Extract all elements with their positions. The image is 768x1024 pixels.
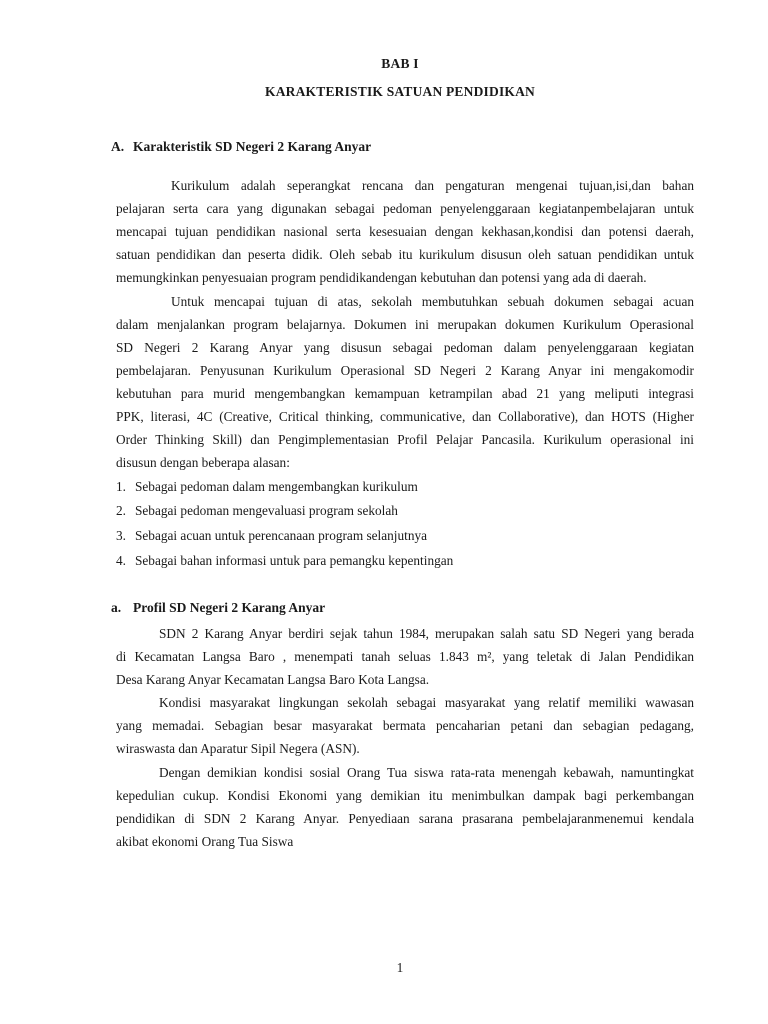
paragraph-line: wiraswasta dan Aparatur Sipil Negera (ASN). bbox=[116, 741, 360, 756]
section-a-title: Karakteristik SD Negeri 2 Karang Anyar bbox=[133, 139, 372, 154]
list-item: 3. Sebagai acuan untuk perencanaan program selanjutnya bbox=[116, 528, 428, 543]
paragraph-line: satuan pendidikan dan peserta didik. Oleh sebab itu kurikulum disusun oleh satuan pendidikan untuk bbox=[116, 247, 694, 262]
list-item: 2. Sebagai pedoman mengevaluasi program sekolah bbox=[116, 503, 398, 518]
paragraph-line: kebutuhan para murid mengembangkan kemampuan ketrampilan abad 21 yang meliputi integrasi bbox=[116, 386, 694, 401]
paragraph-line: Dengan demikian kondisi sosial Orang Tua siswa rata-rata menengah kebawah, namuntingkat bbox=[159, 765, 694, 780]
paragraph-line: kepedulian cukup. Kondisi Ekonomi yang demikian itu menimbulkan dampak bagi perkembangan bbox=[116, 788, 694, 803]
paragraph-line: disusun dengan beberapa alasan: bbox=[116, 455, 290, 470]
paragraph-line: pembelajaran. Penyusunan Kurikulum Operasional SD Negeri 2 Karang Anyar ini mengakomodir bbox=[116, 363, 694, 378]
section-b-marker: a. bbox=[111, 600, 122, 615]
paragraph-line: Untuk mencapai tujuan di atas, sekolah membutuhkan sebuah dokumen sebagai acuan bbox=[171, 294, 694, 309]
paragraph-line: pelajaran serta cara yang digunakan sebagai pedoman penyelenggaraan kegiatanpembelajaran untuk bbox=[116, 201, 694, 216]
section-b-title: Profil SD Negeri 2 Karang Anyar bbox=[133, 600, 326, 615]
paragraph-line: di Kecamatan Langsa Baro , menempati tanah seluas 1.843 m², yang teletak di Jalan Pendidikan bbox=[116, 649, 694, 664]
paragraph-line: PPK, literasi, 4C (Creative, Critical thinking, communicative, dan Collaborative), dan HOTS (Higher bbox=[116, 409, 694, 424]
paragraph-line: Kurikulum adalah seperangkat rencana dan pengaturan mengenai tujuan,isi,dan bahan bbox=[171, 178, 694, 193]
chapter-title: KARAKTERISTIK SATUAN PENDIDIKAN bbox=[265, 84, 535, 99]
section-a-marker: A. bbox=[111, 139, 125, 154]
paragraph-line: Desa Karang Anyar Kecamatan Langsa Baro Kota Langsa. bbox=[116, 672, 430, 687]
paragraph-line: pendidikan di SDN 2 Karang Anyar. Penyediaan sarana prasarana pembelajaranmenemui kendala bbox=[116, 811, 694, 826]
section-a-heading bbox=[111, 139, 371, 155]
paragraph-line: akibat ekonomi Orang Tua Siswa bbox=[116, 834, 294, 849]
paragraph-line: Kondisi masyarakat lingkungan sekolah sebagai masyarakat yang relatif memiliki wawasan bbox=[159, 695, 694, 710]
paragraph-line: dalam menjalankan program belajarnya. Dokumen ini merupakan dokumen Kurikulum Operasional bbox=[116, 317, 694, 332]
paragraph-line: mencapai tujuan pendidikan nasional serta kesesuaian dengan kekhasan,kondisi dan potensi daerah, bbox=[116, 224, 694, 239]
paragraph-line: SD Negeri 2 Karang Anyar yang disusun sebagai pedoman dalam penyelenggaraan kegiatan bbox=[116, 340, 694, 355]
list-item: 4. Sebagai bahan informasi untuk para pemangku kepentingan bbox=[116, 553, 454, 568]
list-item: 1. Sebagai pedoman dalam mengembangkan kurikulum bbox=[116, 479, 418, 494]
paragraph-line: SDN 2 Karang Anyar berdiri sejak tahun 1984, merupakan salah satu SD Negeri yang berada bbox=[159, 626, 694, 641]
paragraph-line: memungkinkan penyesuaian program pendidikandengan kebutuhan dan potensi yang ada di daerah. bbox=[116, 270, 647, 285]
paragraph-line: yang memadai. Sebagian besar masyarakat bermata pencaharian petani dan sebagian pedagang, bbox=[116, 718, 694, 733]
section-b-heading bbox=[111, 600, 325, 616]
paragraph-line: Order Thinking Skill) dan Pengimplementasian Profil Pelajar Pancasila. Kurikulum operasional ini bbox=[116, 432, 694, 447]
chapter-number: BAB I bbox=[381, 56, 419, 71]
page-number: 1 bbox=[396, 960, 404, 975]
